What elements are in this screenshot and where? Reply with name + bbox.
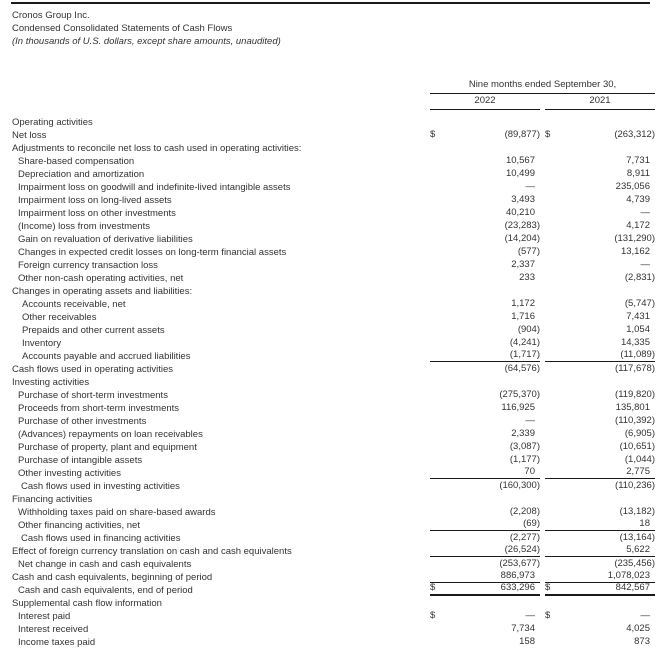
table-row xyxy=(0,401,659,414)
currency-symbol: $ xyxy=(430,582,436,593)
cell-value: (2,208) xyxy=(509,506,540,517)
value-cell-2022 xyxy=(430,284,540,297)
row-label: Operating activities xyxy=(12,117,93,128)
table-row xyxy=(0,375,659,388)
value-cell-2021 xyxy=(545,492,655,505)
value-cell-2021 xyxy=(545,375,655,388)
value-cell-2021 xyxy=(545,453,655,466)
value-cell-2022 xyxy=(430,336,540,349)
table-row xyxy=(0,440,659,453)
cell-value: 873 xyxy=(634,636,650,647)
table-row xyxy=(0,284,659,297)
cell-value: 4,025 xyxy=(626,623,650,634)
value-cell-2022 xyxy=(430,492,540,505)
value-cell-2022 xyxy=(430,375,540,388)
cell-value: 235,056 xyxy=(615,181,650,192)
value-cell-2022 xyxy=(430,544,540,557)
cell-value: 158 xyxy=(519,636,535,647)
row-label: Net change in cash and cash equivalents xyxy=(18,559,192,570)
value-cell-2022 xyxy=(430,414,540,427)
row-label: Proceeds from short-term investments xyxy=(18,403,180,414)
value-cell-2022 xyxy=(430,297,540,310)
table-row xyxy=(0,453,659,466)
value-cell-2021 xyxy=(545,544,655,557)
row-label: Impairment loss on other investments xyxy=(18,208,176,219)
cell-value: (10,651) xyxy=(619,441,655,452)
row-label: Purchase of other investments xyxy=(18,416,147,427)
row-label: Depreciation and amortization xyxy=(18,169,145,180)
table-row xyxy=(0,193,659,206)
cell-value: (235,456) xyxy=(614,558,655,569)
value-cell-2022 xyxy=(430,193,540,206)
value-cell-2021 xyxy=(545,362,655,375)
value-cell-2022 xyxy=(430,557,540,570)
cell-value: (2,277) xyxy=(509,532,540,543)
value-cell-2022 xyxy=(430,258,540,271)
cell-value: 1,716 xyxy=(511,311,535,322)
value-cell-2021 xyxy=(545,583,655,596)
value-cell-2022 xyxy=(430,310,540,323)
row-label: Accounts payable and accrued liabilities xyxy=(22,351,191,362)
value-cell-2021 xyxy=(545,622,655,635)
currency-symbol: $ xyxy=(545,582,551,593)
cell-value: (5,747) xyxy=(624,298,655,309)
row-label: Net loss xyxy=(12,130,47,141)
cell-value: 1,054 xyxy=(626,324,650,335)
row-label: Foreign currency transaction loss xyxy=(18,260,158,271)
value-cell-2021 xyxy=(545,232,655,245)
cell-value: 14,335 xyxy=(620,337,650,348)
table-row xyxy=(0,518,659,531)
table-row xyxy=(0,245,659,258)
row-label: Purchase of short-term investments xyxy=(18,390,168,401)
value-cell-2021 xyxy=(545,466,655,479)
table-row xyxy=(0,297,659,310)
table-row xyxy=(0,609,659,622)
table-row xyxy=(0,128,659,141)
value-cell-2021 xyxy=(545,440,655,453)
period-header-block xyxy=(430,79,655,110)
row-label: Changes in expected credit losses on long-term financial assets xyxy=(18,247,287,258)
row-label: Impairment loss on goodwill and indefinite-lived intangible assets xyxy=(18,182,291,193)
cell-value: (3,087) xyxy=(509,441,540,452)
value-cell-2022 xyxy=(430,596,540,609)
value-cell-2022 xyxy=(430,115,540,128)
table-row xyxy=(0,427,659,440)
value-cell-2021 xyxy=(545,167,655,180)
value-cell-2022 xyxy=(430,583,540,596)
table-row xyxy=(0,544,659,557)
value-cell-2021 xyxy=(545,154,655,167)
cell-value: 1,078,023 xyxy=(607,570,650,581)
table-row xyxy=(0,505,659,518)
cell-value: 886,973 xyxy=(500,570,535,581)
cell-value: (110,236) xyxy=(615,480,655,491)
value-cell-2021 xyxy=(545,245,655,258)
table-row xyxy=(0,557,659,570)
row-label: Purchase of intangible assets xyxy=(18,455,143,466)
cell-value: — xyxy=(640,259,650,270)
cell-value: (119,820) xyxy=(615,389,655,400)
value-cell-2022 xyxy=(430,128,540,141)
page-top-rule xyxy=(11,2,650,4)
table-row xyxy=(0,115,659,128)
cell-value: (1,717) xyxy=(509,349,540,360)
cell-value: 116,925 xyxy=(501,402,535,413)
row-label: Income taxes paid xyxy=(18,637,96,648)
value-cell-2022 xyxy=(430,609,540,622)
cell-value: (13,182) xyxy=(619,506,655,517)
value-cell-2022 xyxy=(430,271,540,284)
value-cell-2021 xyxy=(545,271,655,284)
cell-value: 7,734 xyxy=(511,623,535,634)
value-cell-2021 xyxy=(545,427,655,440)
cell-value: — xyxy=(525,610,535,621)
year-columns xyxy=(430,94,655,110)
value-cell-2022 xyxy=(430,362,540,375)
value-cell-2022 xyxy=(430,505,540,518)
cell-value: (577) xyxy=(517,246,540,257)
row-label: Cash flows used in operating activities xyxy=(12,364,174,375)
value-cell-2021 xyxy=(545,180,655,193)
cell-value: (64,576) xyxy=(504,363,540,374)
row-label: Effect of foreign currency translation on cash and cash equivalents xyxy=(12,546,292,557)
value-cell-2021 xyxy=(545,284,655,297)
cell-value: (14,204) xyxy=(504,233,540,244)
currency-symbol: $ xyxy=(545,610,551,621)
row-label: Gain on revaluation of derivative liabilities xyxy=(18,234,193,245)
cell-value: (1,044) xyxy=(624,454,655,465)
row-label: Inventory xyxy=(22,338,62,349)
table-row xyxy=(0,466,659,479)
table-row xyxy=(0,271,659,284)
table-row xyxy=(0,479,659,492)
row-label: Impairment loss on long-lived assets xyxy=(18,195,172,206)
row-label: Changes in operating assets and liabilities: xyxy=(12,286,193,297)
cell-value: (13,164) xyxy=(619,532,655,543)
cell-value: 842,567 xyxy=(615,582,650,593)
value-cell-2022 xyxy=(430,518,540,531)
row-label: Investing activities xyxy=(12,377,90,388)
value-cell-2022 xyxy=(430,245,540,258)
cell-value: 8,911 xyxy=(626,168,650,179)
cell-value: 4,172 xyxy=(626,220,650,231)
company-name: Cronos Group Inc. xyxy=(12,10,90,21)
row-label: Share-based compensation xyxy=(18,156,135,167)
row-label: Financing activities xyxy=(12,494,93,505)
value-cell-2021 xyxy=(545,219,655,232)
cell-value: 18 xyxy=(639,518,650,529)
cell-value: (69) xyxy=(523,518,540,529)
table-row xyxy=(0,635,659,648)
value-cell-2022 xyxy=(430,427,540,440)
table-row xyxy=(0,596,659,609)
table-row xyxy=(0,622,659,635)
currency-symbol: $ xyxy=(430,129,436,140)
row-label: Other receivables xyxy=(22,312,97,323)
cell-value: 2,775 xyxy=(626,466,650,477)
value-cell-2022 xyxy=(430,531,540,544)
table-row xyxy=(0,232,659,245)
row-label: Adjustments to reconcile net loss to cash used in operating activities: xyxy=(12,143,302,154)
cell-value: (23,283) xyxy=(504,220,540,231)
cell-value: (253,677) xyxy=(499,558,540,569)
cell-value: 5,622 xyxy=(626,544,650,555)
statement-header xyxy=(12,9,659,48)
cell-value: (275,370) xyxy=(499,389,540,400)
currency-symbol: $ xyxy=(430,610,436,621)
value-cell-2021 xyxy=(545,258,655,271)
value-cell-2022 xyxy=(430,466,540,479)
table-row xyxy=(0,531,659,544)
cell-value: 70 xyxy=(524,466,535,477)
row-label: Purchase of property, plant and equipment xyxy=(18,442,197,453)
value-cell-2022 xyxy=(430,167,540,180)
value-cell-2021 xyxy=(545,401,655,414)
cell-value: 4,739 xyxy=(626,194,650,205)
cell-value: 1,172 xyxy=(511,298,535,309)
row-label: Interest received xyxy=(18,624,89,635)
value-cell-2021 xyxy=(545,297,655,310)
value-cell-2021 xyxy=(545,531,655,544)
cell-value: — xyxy=(525,415,535,426)
cell-value: 633,296 xyxy=(500,582,535,593)
cell-value: 10,499 xyxy=(505,168,535,179)
value-cell-2022 xyxy=(430,232,540,245)
value-cell-2021 xyxy=(545,206,655,219)
value-cell-2022 xyxy=(430,141,540,154)
cell-value: (131,290) xyxy=(614,233,655,244)
cell-value: (26,524) xyxy=(504,544,540,555)
cell-value: (4,241) xyxy=(509,337,540,348)
value-cell-2021 xyxy=(545,128,655,141)
row-label: Cash and cash equivalents, end of period xyxy=(18,585,193,596)
value-cell-2021 xyxy=(545,557,655,570)
cell-value: 7,431 xyxy=(626,311,650,322)
value-cell-2021 xyxy=(545,596,655,609)
value-cell-2022 xyxy=(430,349,540,362)
row-label: Prepaids and other current assets xyxy=(22,325,165,336)
value-cell-2021 xyxy=(545,518,655,531)
cell-value: (6,905) xyxy=(624,428,655,439)
row-label: Accounts receivable, net xyxy=(22,299,126,310)
value-cell-2022 xyxy=(430,479,540,492)
cell-value: 2,339 xyxy=(511,428,535,439)
cell-value: 135,801 xyxy=(615,402,650,413)
table-row xyxy=(0,180,659,193)
row-label: Cash flows used in investing activities xyxy=(21,481,180,492)
cell-value: — xyxy=(525,181,535,192)
cell-value: 10,567 xyxy=(505,155,535,166)
value-cell-2021 xyxy=(545,414,655,427)
table-row xyxy=(0,362,659,375)
cell-value: (160,300) xyxy=(499,480,540,491)
row-label: Cash flows used in financing activities xyxy=(21,533,181,544)
cell-value: 7,731 xyxy=(626,155,650,166)
column-header-2021: 2021 xyxy=(545,94,655,110)
row-label: Other financing activities, net xyxy=(18,520,140,531)
table-row xyxy=(0,141,659,154)
cell-value: 13,162 xyxy=(620,246,650,257)
value-cell-2022 xyxy=(430,440,540,453)
table-row xyxy=(0,219,659,232)
statement-title: Condensed Consolidated Statements of Cash Flows xyxy=(12,23,233,34)
period-header: Nine months ended September 30, xyxy=(430,79,655,94)
value-cell-2022 xyxy=(430,401,540,414)
value-cell-2021 xyxy=(545,193,655,206)
value-cell-2022 xyxy=(430,622,540,635)
value-cell-2021 xyxy=(545,115,655,128)
row-label: Cash and cash equivalents, beginning of period xyxy=(12,572,213,583)
cell-value: (89,877) xyxy=(504,129,540,140)
cell-value: (117,678) xyxy=(615,363,655,374)
row-label: (Income) loss from investments xyxy=(18,221,150,232)
value-cell-2021 xyxy=(545,388,655,401)
value-cell-2022 xyxy=(430,180,540,193)
value-cell-2021 xyxy=(545,349,655,362)
cell-value: 233 xyxy=(519,272,535,283)
cell-value: — xyxy=(640,610,650,621)
cell-value: (110,392) xyxy=(615,415,655,426)
cell-value: (2,831) xyxy=(624,272,655,283)
table-row xyxy=(0,414,659,427)
currency-symbol: $ xyxy=(545,129,551,140)
value-cell-2021 xyxy=(545,635,655,648)
table-row xyxy=(0,323,659,336)
value-cell-2021 xyxy=(545,336,655,349)
row-label: (Advances) repayments on loan receivables xyxy=(18,429,203,440)
value-cell-2022 xyxy=(430,453,540,466)
table-row xyxy=(0,336,659,349)
statement-note: (In thousands of U.S. dollars, except share amounts, unaudited) xyxy=(12,36,281,47)
value-cell-2022 xyxy=(430,206,540,219)
cell-value: (1,177) xyxy=(509,454,540,465)
table-row xyxy=(0,349,659,362)
table-row xyxy=(0,258,659,271)
cell-value: 40,210 xyxy=(505,207,535,218)
table-header xyxy=(0,79,659,110)
cell-value: (904) xyxy=(517,324,540,335)
row-label: Other investing activities xyxy=(18,468,121,479)
value-cell-2021 xyxy=(545,141,655,154)
row-label: Other non-cash operating activities, net xyxy=(18,273,184,284)
table-body xyxy=(0,115,659,648)
cell-value: (263,312) xyxy=(614,129,655,140)
table-row xyxy=(0,167,659,180)
cell-value: 2,337 xyxy=(511,259,535,270)
value-cell-2021 xyxy=(545,310,655,323)
value-cell-2021 xyxy=(545,609,655,622)
cell-value: — xyxy=(640,207,650,218)
cell-value: (11,089) xyxy=(620,349,655,360)
value-cell-2021 xyxy=(545,323,655,336)
value-cell-2021 xyxy=(545,479,655,492)
row-label: Withholding taxes paid on share-based awards xyxy=(18,507,216,518)
row-label: Supplemental cash flow information xyxy=(12,598,162,609)
value-cell-2022 xyxy=(430,635,540,648)
table-row xyxy=(0,154,659,167)
table-row xyxy=(0,570,659,583)
table-row xyxy=(0,310,659,323)
column-header-2022: 2022 xyxy=(430,94,540,110)
table-row xyxy=(0,492,659,505)
table-row xyxy=(0,388,659,401)
row-label: Interest paid xyxy=(18,611,71,622)
value-cell-2022 xyxy=(430,154,540,167)
value-cell-2022 xyxy=(430,219,540,232)
table-row xyxy=(0,206,659,219)
value-cell-2021 xyxy=(545,505,655,518)
cell-value: 3,493 xyxy=(511,194,535,205)
value-cell-2022 xyxy=(430,388,540,401)
table-row xyxy=(0,583,659,596)
value-cell-2022 xyxy=(430,323,540,336)
